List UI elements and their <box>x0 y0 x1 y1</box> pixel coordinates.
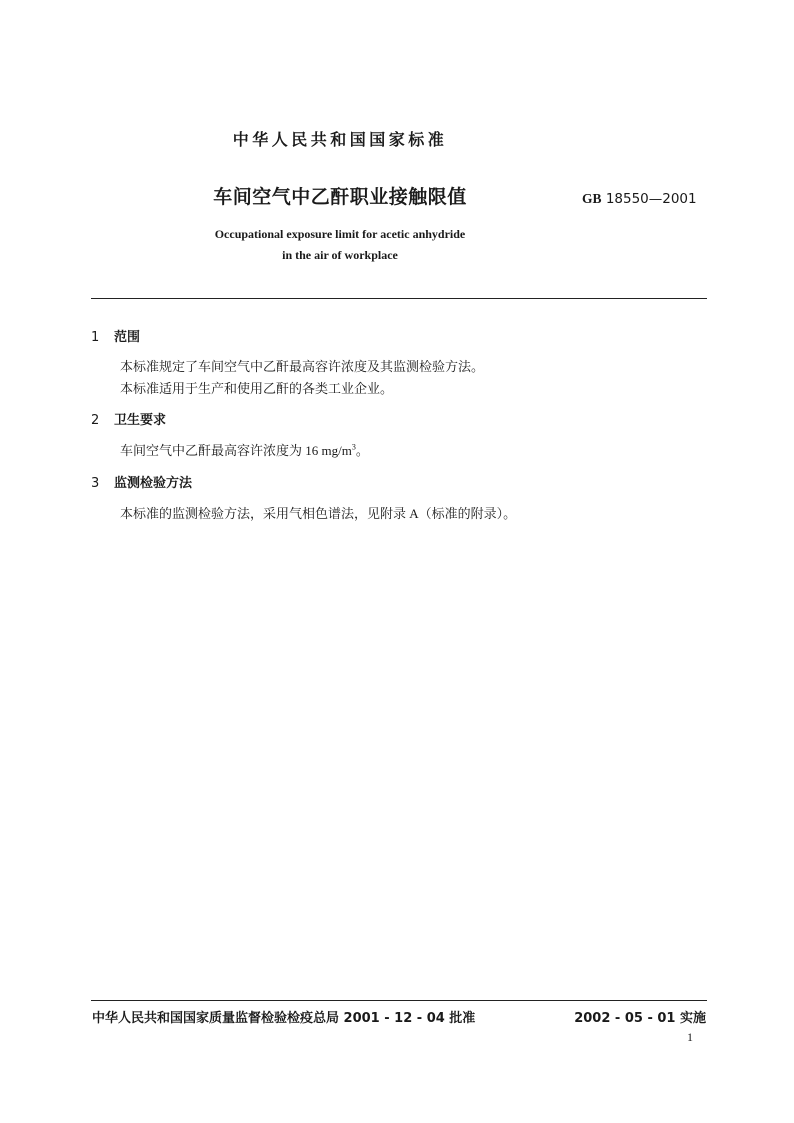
implementation-date: 2002 - 05 - 01 实施 <box>574 1011 706 1026</box>
paragraph: 本标准适用于生产和使用乙酐的各类工业企业。 <box>120 381 394 396</box>
paragraph-limit-value <box>120 440 369 459</box>
section-heading-hygiene <box>91 409 166 428</box>
document-title: 车间空气中乙酐职业接触限值 <box>213 186 467 208</box>
section-number: 2 <box>91 413 100 428</box>
english-title <box>0 224 680 266</box>
section-heading-methods <box>91 472 192 491</box>
paragraph: 本标准的监测检验方法，采用气相色谱法，见附录 A（标准的附录）。 <box>120 506 517 521</box>
english-title-line1: Occupational exposure limit for acetic anhydride <box>214 227 466 241</box>
section-title: 范围 <box>114 330 141 345</box>
section-title: 监测检验方法 <box>114 476 193 491</box>
approval-note: 中华人民共和国国家质量监督检验检疫总局 2001 - 12 - 04 批准 <box>92 1011 476 1026</box>
english-title-line2: in the air of workplace <box>282 248 398 262</box>
header-divider <box>91 298 707 299</box>
unit-superscript: 3 <box>351 442 356 452</box>
page-number: 1 <box>687 1030 693 1044</box>
limit-text: 车间空气中乙酐最高容许浓度为 16 mg/m <box>120 443 352 458</box>
section-number: 3 <box>91 476 100 491</box>
standard-prefix: GB <box>582 191 602 206</box>
paragraph: 本标准规定了车间空气中乙酐最高容许浓度及其监测检验方法。 <box>120 359 485 374</box>
national-standard-heading: 中华人民共和国国家标准 <box>232 130 448 149</box>
section-heading-scope <box>91 326 140 345</box>
standard-code: 18550—2001 <box>605 191 697 207</box>
footer-divider <box>91 1000 707 1001</box>
section-number: 1 <box>91 330 100 345</box>
section-title: 卫生要求 <box>114 413 167 428</box>
standard-number <box>582 191 697 207</box>
limit-text-end: 。 <box>355 443 369 458</box>
